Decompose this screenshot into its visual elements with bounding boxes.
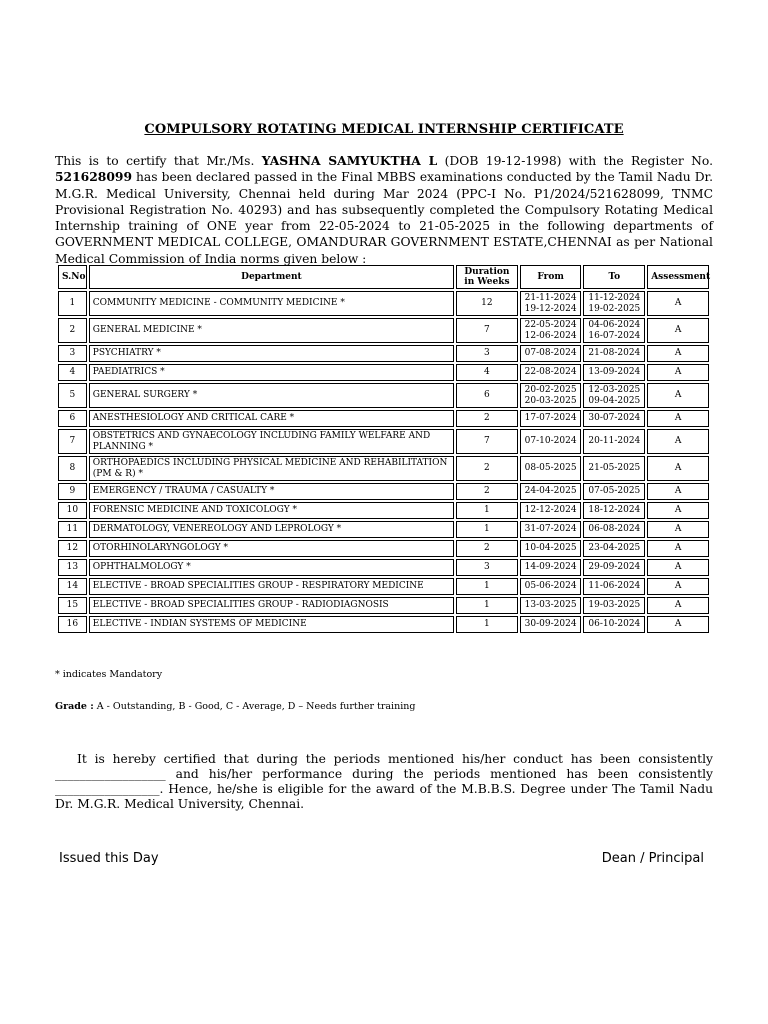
cell-to-line-1: 20-11-2024	[588, 436, 641, 447]
cell-department: OPHTHALMOLOGY *	[89, 559, 454, 576]
cell-from-line-1: 22-05-2024	[524, 320, 577, 330]
cell-from-line-1: 30-09-2024	[524, 619, 577, 630]
cell-assessment: A	[647, 429, 709, 454]
table-row	[58, 597, 709, 614]
cell-department: PAEDIATRICS *	[89, 364, 454, 381]
table-row	[58, 364, 709, 381]
cell-weeks: 2	[456, 456, 518, 481]
cell-weeks: 1	[456, 502, 518, 519]
table-row	[58, 540, 709, 557]
cell-assessment: A	[647, 410, 709, 427]
cell-to	[583, 578, 645, 595]
cell-from	[520, 429, 582, 454]
cell-weeks: 6	[456, 383, 518, 408]
table-row	[58, 318, 709, 343]
cell-to-line-1: 13-09-2024	[588, 367, 641, 378]
cell-sno: 6	[58, 410, 87, 427]
grade-label: Grade :	[55, 701, 94, 712]
cell-assessment: A	[647, 383, 709, 408]
cell-from-line-1: 21-11-2024	[524, 293, 577, 303]
cell-sno: 14	[58, 578, 87, 595]
cell-from	[520, 410, 582, 427]
cell-from-line-1: 05-06-2024	[524, 581, 577, 592]
header-sno: S.No	[58, 265, 87, 289]
cell-assessment: A	[647, 318, 709, 343]
header-to: To	[583, 265, 645, 289]
cell-assessment: A	[647, 364, 709, 381]
intro-text-2: (DOB 19-12-1998) with the Register No.	[437, 154, 713, 168]
cell-from-line-2: 19-12-2024	[524, 303, 577, 314]
table-row	[58, 616, 709, 633]
table-body	[58, 291, 709, 633]
cell-sno: 13	[58, 559, 87, 576]
cell-sno: 16	[58, 616, 87, 633]
mandatory-note: * indicates Mandatory	[55, 669, 163, 680]
cell-assessment: A	[647, 540, 709, 557]
cell-department: GENERAL MEDICINE *	[89, 318, 454, 343]
table-row	[58, 383, 709, 408]
cell-from-line-1: 24-04-2025	[524, 486, 577, 497]
cell-to	[583, 410, 645, 427]
internship-table	[56, 263, 711, 635]
cell-from	[520, 559, 582, 576]
cell-sno: 2	[58, 318, 87, 343]
table-row	[58, 578, 709, 595]
cell-department: FORENSIC MEDICINE AND TOXICOLOGY *	[89, 502, 454, 519]
cell-weeks: 7	[456, 429, 518, 454]
cell-from-line-1: 10-04-2025	[524, 543, 577, 554]
table-row	[58, 559, 709, 576]
table-row	[58, 345, 709, 362]
cell-assessment: A	[647, 483, 709, 500]
cell-weeks: 1	[456, 578, 518, 595]
cell-assessment: A	[647, 456, 709, 481]
cell-to	[583, 559, 645, 576]
cell-sno: 15	[58, 597, 87, 614]
cell-sno: 7	[58, 429, 87, 454]
cell-from	[520, 383, 582, 408]
cell-assessment: A	[647, 291, 709, 316]
cell-sno: 11	[58, 521, 87, 538]
cell-weeks: 1	[456, 521, 518, 538]
cell-to	[583, 383, 645, 408]
cell-from-line-1: 12-12-2024	[524, 505, 577, 516]
header-assessment: Assessment	[647, 265, 709, 289]
cell-weeks: 1	[456, 616, 518, 633]
cell-to-line-1: 12-03-2025	[588, 385, 641, 395]
cell-assessment: A	[647, 521, 709, 538]
cell-weeks: 1	[456, 597, 518, 614]
grade-text: A - Outstanding, B - Good, C - Average, D – Needs further training	[93, 701, 416, 712]
cell-from	[520, 483, 582, 500]
cell-weeks: 3	[456, 559, 518, 576]
cell-department: ELECTIVE - BROAD SPECIALITIES GROUP - RESPIRATORY MEDICINE	[89, 578, 454, 595]
cell-to	[583, 429, 645, 454]
cell-to-line-1: 18-12-2024	[588, 505, 641, 516]
cell-from-line-1: 22-08-2024	[524, 367, 577, 378]
cell-department: COMMUNITY MEDICINE - COMMUNITY MEDICINE *	[89, 291, 454, 316]
cell-to	[583, 364, 645, 381]
cell-from-line-1: 07-10-2024	[524, 436, 577, 447]
cell-weeks: 2	[456, 483, 518, 500]
cell-to-line-1: 06-08-2024	[588, 524, 641, 535]
cell-from	[520, 578, 582, 595]
cell-sno: 10	[58, 502, 87, 519]
cell-to-line-1: 29-09-2024	[588, 562, 641, 573]
cell-to-line-1: 21-05-2025	[588, 463, 641, 474]
table-row	[58, 483, 709, 500]
cell-department: GENERAL SURGERY *	[89, 383, 454, 408]
cell-to-line-2: 19-02-2025	[588, 303, 641, 314]
cell-to-line-2: 16-07-2024	[588, 330, 641, 341]
cell-sno: 12	[58, 540, 87, 557]
issued-label: Issued this Day	[59, 851, 159, 866]
cell-weeks: 2	[456, 540, 518, 557]
cell-from-line-2: 20-03-2025	[524, 395, 577, 406]
cell-from	[520, 521, 582, 538]
cell-to	[583, 291, 645, 316]
cell-to-line-1: 07-05-2025	[588, 486, 641, 497]
cell-to	[583, 345, 645, 362]
grade-legend	[55, 701, 415, 712]
cell-from-line-1: 08-05-2025	[524, 463, 577, 474]
cell-to-line-1: 04-06-2024	[588, 320, 641, 330]
cell-department: DERMATOLOGY, VENEREOLOGY AND LEPROLOGY *	[89, 521, 454, 538]
header-from: From	[520, 265, 582, 289]
cell-to	[583, 597, 645, 614]
cell-sno: 9	[58, 483, 87, 500]
table-row	[58, 502, 709, 519]
cell-from-line-1: 13-03-2025	[524, 600, 577, 611]
cell-sno: 3	[58, 345, 87, 362]
cell-to	[583, 521, 645, 538]
cell-weeks: 7	[456, 318, 518, 343]
intro-text-3: has been declared passed in the Final MBBS examinations conducted by the Tamil Nadu Dr. M.G.R. Medical University, Chennai held during Mar 2024 (PPC-I No. P1/2024/521628099, TNMC Provisional Registration No. 40293) and has subsequently completed the Compulsory Rotating Medical Internship training of ONE year from 22-05-2024 to 21-05-2025 in the following departments of GOVERNMENT MEDICAL COLLEGE, OMANDURAR GOVERNMENT ESTATE,CHENNAI as per National Medical Commission of India norms given below :	[55, 170, 713, 266]
table-row	[58, 521, 709, 538]
cell-assessment: A	[647, 559, 709, 576]
cell-assessment: A	[647, 345, 709, 362]
cell-to-line-1: 30-07-2024	[588, 413, 641, 424]
cell-to-line-1: 11-06-2024	[588, 581, 641, 592]
cell-department: PSYCHIATRY *	[89, 345, 454, 362]
cell-assessment: A	[647, 502, 709, 519]
signatory-label: Dean / Principal	[601, 851, 704, 866]
table-row	[58, 429, 709, 454]
cell-to-line-1: 19-03-2025	[588, 600, 641, 611]
cell-from	[520, 540, 582, 557]
cell-to	[583, 502, 645, 519]
candidate-name: YASHNA SAMYUKTHA L	[261, 153, 438, 168]
cell-to-line-2: 09-04-2025	[588, 395, 641, 406]
cell-from	[520, 364, 582, 381]
cell-sno: 4	[58, 364, 87, 381]
cell-from	[520, 291, 582, 316]
cell-from-line-1: 14-09-2024	[524, 562, 577, 573]
cell-weeks: 4	[456, 364, 518, 381]
header-department: Department	[89, 265, 454, 289]
certification-paragraph: It is hereby certified that during the periods mentioned his/her conduct has been consistently __________________ and his/her performance during the periods mentioned has been consistently _________________. Hence, he/she is eligible for the award of the M.B.B.S. Degree under The Tamil Nadu Dr. M.G.R. Medical University, Chennai.	[55, 752, 713, 811]
cell-from-line-1: 07-08-2024	[524, 348, 577, 359]
cell-department: EMERGENCY / TRAUMA / CASUALTY *	[89, 483, 454, 500]
cell-department: OTORHINOLARYNGOLOGY *	[89, 540, 454, 557]
cell-sno: 5	[58, 383, 87, 408]
cell-assessment: A	[647, 616, 709, 633]
cell-to-line-1: 21-08-2024	[588, 348, 641, 359]
certificate-title: COMPULSORY ROTATING MEDICAL INTERNSHIP CERTIFICATE	[144, 122, 624, 137]
intro-paragraph	[55, 153, 713, 267]
cell-weeks: 12	[456, 291, 518, 316]
header-duration: Duration in Weeks	[456, 265, 518, 289]
table-row	[58, 456, 709, 481]
cell-department: OBSTETRICS AND GYNAECOLOGY INCLUDING FAMILY WELFARE AND PLANNING *	[89, 429, 454, 454]
cell-from-line-1: 17-07-2024	[524, 413, 577, 424]
cell-assessment: A	[647, 597, 709, 614]
cell-to-line-1: 11-12-2024	[588, 293, 641, 303]
cell-sno: 8	[58, 456, 87, 481]
cell-sno: 1	[58, 291, 87, 316]
cell-department: ELECTIVE - BROAD SPECIALITIES GROUP - RADIODIAGNOSIS	[89, 597, 454, 614]
cell-weeks: 2	[456, 410, 518, 427]
cell-to	[583, 483, 645, 500]
intro-text-1: This is to certify that Mr./Ms.	[55, 154, 262, 168]
cell-from-line-1: 31-07-2024	[524, 524, 577, 535]
cell-to	[583, 616, 645, 633]
cell-assessment: A	[647, 578, 709, 595]
cell-from	[520, 597, 582, 614]
cell-department: ELECTIVE - INDIAN SYSTEMS OF MEDICINE	[89, 616, 454, 633]
cell-to-line-1: 06-10-2024	[588, 619, 641, 630]
cell-from	[520, 502, 582, 519]
cell-from	[520, 616, 582, 633]
cell-to-line-1: 23-04-2025	[588, 543, 641, 554]
register-number: 521628099	[55, 169, 133, 185]
cell-from	[520, 456, 582, 481]
cell-weeks: 3	[456, 345, 518, 362]
cell-to	[583, 456, 645, 481]
cell-from-line-2: 12-06-2024	[524, 330, 577, 341]
cell-department: ANESTHESIOLOGY AND CRITICAL CARE *	[89, 410, 454, 427]
table-row	[58, 291, 709, 316]
cell-from-line-1: 20-02-2025	[524, 385, 577, 395]
cell-from	[520, 345, 582, 362]
table-header-row	[58, 265, 709, 289]
cell-to	[583, 318, 645, 343]
cell-department: ORTHOPAEDICS INCLUDING PHYSICAL MEDICINE AND REHABILITATION (PM & R) *	[89, 456, 454, 481]
cell-to	[583, 540, 645, 557]
table-row	[58, 410, 709, 427]
cell-from	[520, 318, 582, 343]
